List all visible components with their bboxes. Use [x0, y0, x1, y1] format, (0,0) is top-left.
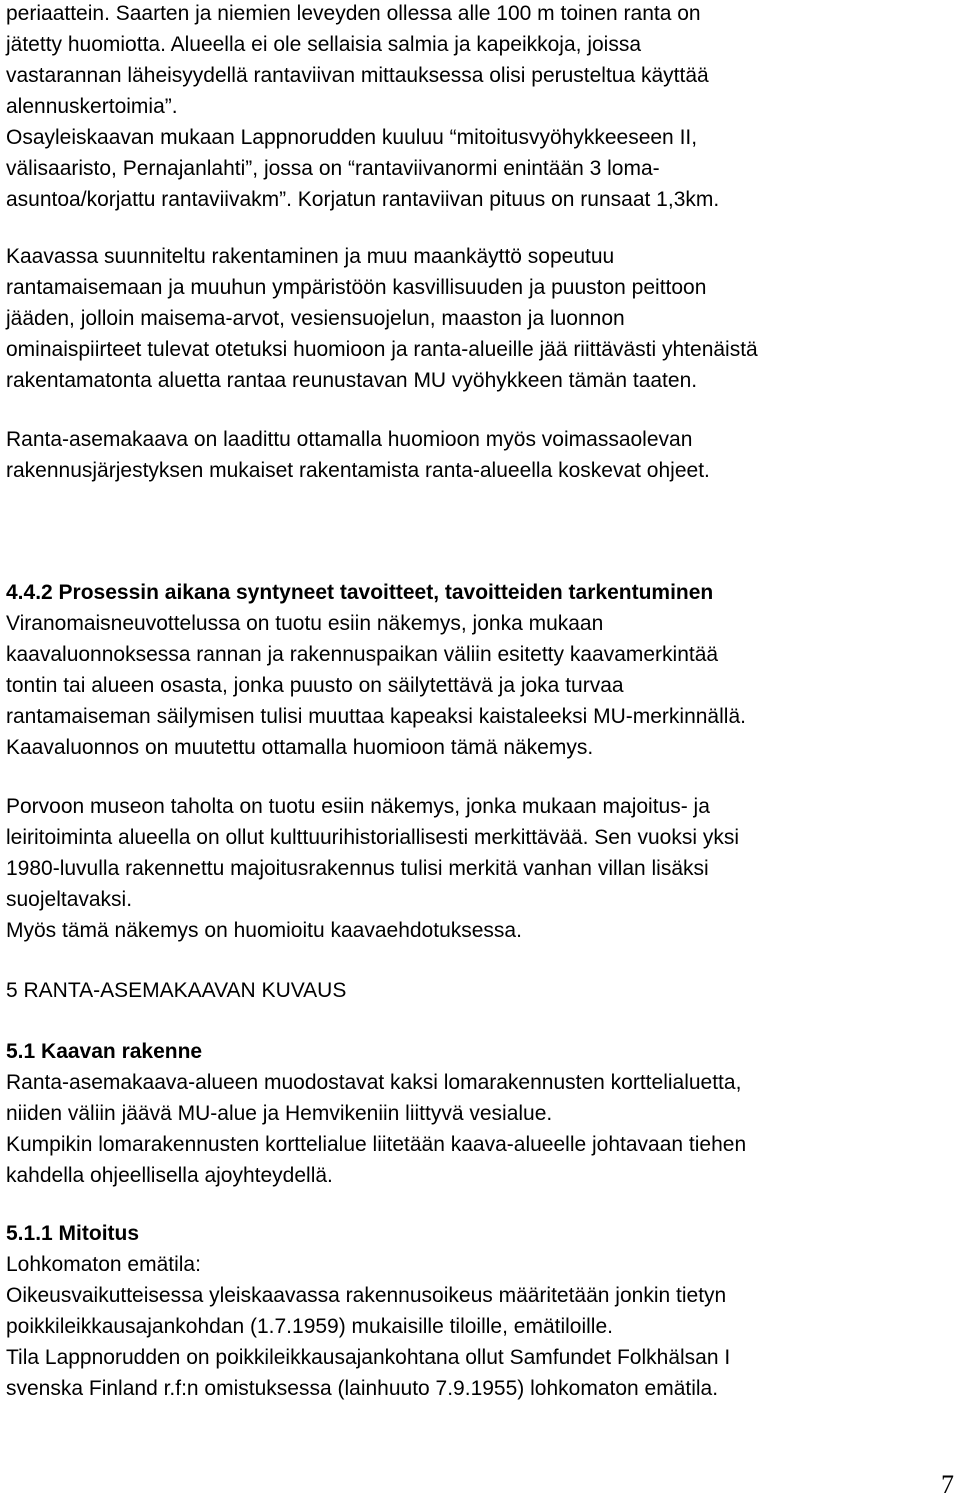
- text-line: Kaavassa suunniteltu rakentaminen ja muu maankäyttö sopeutuu: [6, 245, 615, 268]
- text-line: alennuskertoimia”.: [6, 95, 178, 118]
- section-heading: 4.4.2 Prosessin aikana syntyneet tavoitteet, tavoitteiden tarkentuminen: [6, 581, 714, 604]
- text-line: Ranta-asemakaava on laadittu ottamalla huomioon myös voimassaolevan: [6, 428, 693, 451]
- text-line: Porvoon museon taholta on tuotu esiin näkemys, jonka mukaan majoitus- ja: [6, 795, 710, 818]
- section-4-4-2: [6, 577, 956, 763]
- text-line: ominaispiirteet tulevat otetuksi huomioon ja ranta-alueille jää riittävästi yhtenäistä: [6, 338, 758, 361]
- text-line: suojeltavaksi.: [6, 888, 133, 911]
- text-line: jätetty huomiotta. Alueella ei ole sellaisia salmia ja kapeikkoja, joissa: [6, 33, 642, 56]
- text-line: 1980-luvulla rakennettu majoitusrakennus tulisi merkitä vanhan villan lisäksi: [6, 857, 709, 880]
- text-line: välisaaristo, Pernajanlahti”, jossa on “rantaviivanormi enintään 3 loma-: [6, 157, 660, 180]
- text-line: Oikeusvaikutteisessa yleiskaavassa rakennusoikeus määritetään jonkin tietyn: [6, 1284, 727, 1307]
- text-line: jääden, jolloin maisema-arvot, vesiensuojelun, maaston ja luonnon: [6, 307, 625, 330]
- text-line: Kumpikin lomarakennusten korttelialue liitetään kaava-alueelle johtavaan tiehen: [6, 1133, 747, 1156]
- text-line: kaavaluonnoksessa rannan ja rakennuspaikan väliin esitetty kaavamerkintää: [6, 643, 719, 666]
- text-line: Ranta-asemakaava-alueen muodostavat kaksi lomarakennusten korttelialuetta,: [6, 1071, 742, 1094]
- paragraph-mitoitus-intro: [6, 0, 956, 215]
- text-line: Lohkomaton emätila:: [6, 1253, 201, 1276]
- text-line: rantamaiseman säilymisen tulisi muuttaa kapeaksi kaistaleeksi MU-merkinnällä.: [6, 705, 746, 728]
- section-heading: 5.1 Kaavan rakenne: [6, 1040, 203, 1063]
- text-line: poikkileikkausajankohdan (1.7.1959) mukaisille tiloille, emätiloille.: [6, 1315, 613, 1338]
- text-line: Tila Lappnorudden on poikkileikkausajankohtana ollut Samfundet Folkhälsan I: [6, 1346, 731, 1369]
- text-line: rakentamatonta aluetta rantaa reunustavan MU vyöhykkeen tämän taaten.: [6, 369, 698, 392]
- text-line: Myös tämä näkemys on huomioitu kaavaehdotuksessa.: [6, 919, 522, 942]
- section-heading: 5.1.1 Mitoitus: [6, 1222, 140, 1245]
- section-5-1-1: [6, 1218, 956, 1404]
- text-line: vastarannan läheisyydellä rantaviivan mittauksessa olisi perusteltua käyttää: [6, 64, 709, 87]
- text-line: tontin tai alueen osasta, jonka puusto on säilytettävä ja joka turvaa: [6, 674, 624, 697]
- text-line: rakennusjärjestyksen mukaiset rakentamista ranta-alueella koskevat ohjeet.: [6, 459, 710, 482]
- section-5: [6, 975, 956, 1006]
- text-line: periaattein. Saarten ja niemien leveyden ollessa alle 100 m toinen ranta on: [6, 2, 701, 25]
- text-line: asuntoa/korjattu rantaviivakm”. Korjatun rantaviivan pituus on runsaat 1,3km.: [6, 188, 720, 211]
- text-line: svenska Finland r.f:n omistuksessa (lainhuuto 7.9.1955) lohkomaton emätila.: [6, 1377, 719, 1400]
- section-heading: 5 RANTA-ASEMAKAAVAN KUVAUS: [6, 979, 347, 1002]
- paragraph-porvoon-museo: [6, 791, 956, 946]
- text-line: Viranomaisneuvottelussa on tuotu esiin näkemys, jonka mukaan: [6, 612, 604, 635]
- text-line: kahdella ohjeellisella ajoyhteydellä.: [6, 1164, 333, 1187]
- text-line: rantamaisemaan ja muuhun ympäristöön kasvillisuuden ja puuston peittoon: [6, 276, 707, 299]
- page-number: 7: [941, 1470, 954, 1499]
- text-line: Kaavaluonnos on muutettu ottamalla huomioon tämä näkemys.: [6, 736, 594, 759]
- paragraph-rakennusjarjestys: [6, 424, 956, 486]
- text-line: niiden väliin jäävä MU-alue ja Hemvikeniin liittyvä vesialue.: [6, 1102, 553, 1125]
- text-line: Osayleiskaavan mukaan Lappnorudden kuuluu “mitoitusvyöhykkeeseen II,: [6, 126, 698, 149]
- text-line: leiritoiminta alueella on ollut kulttuurihistoriallisesti merkittävää. Sen vuoksi yksi: [6, 826, 739, 849]
- paragraph-maankaytto: [6, 241, 956, 396]
- section-5-1: [6, 1036, 956, 1191]
